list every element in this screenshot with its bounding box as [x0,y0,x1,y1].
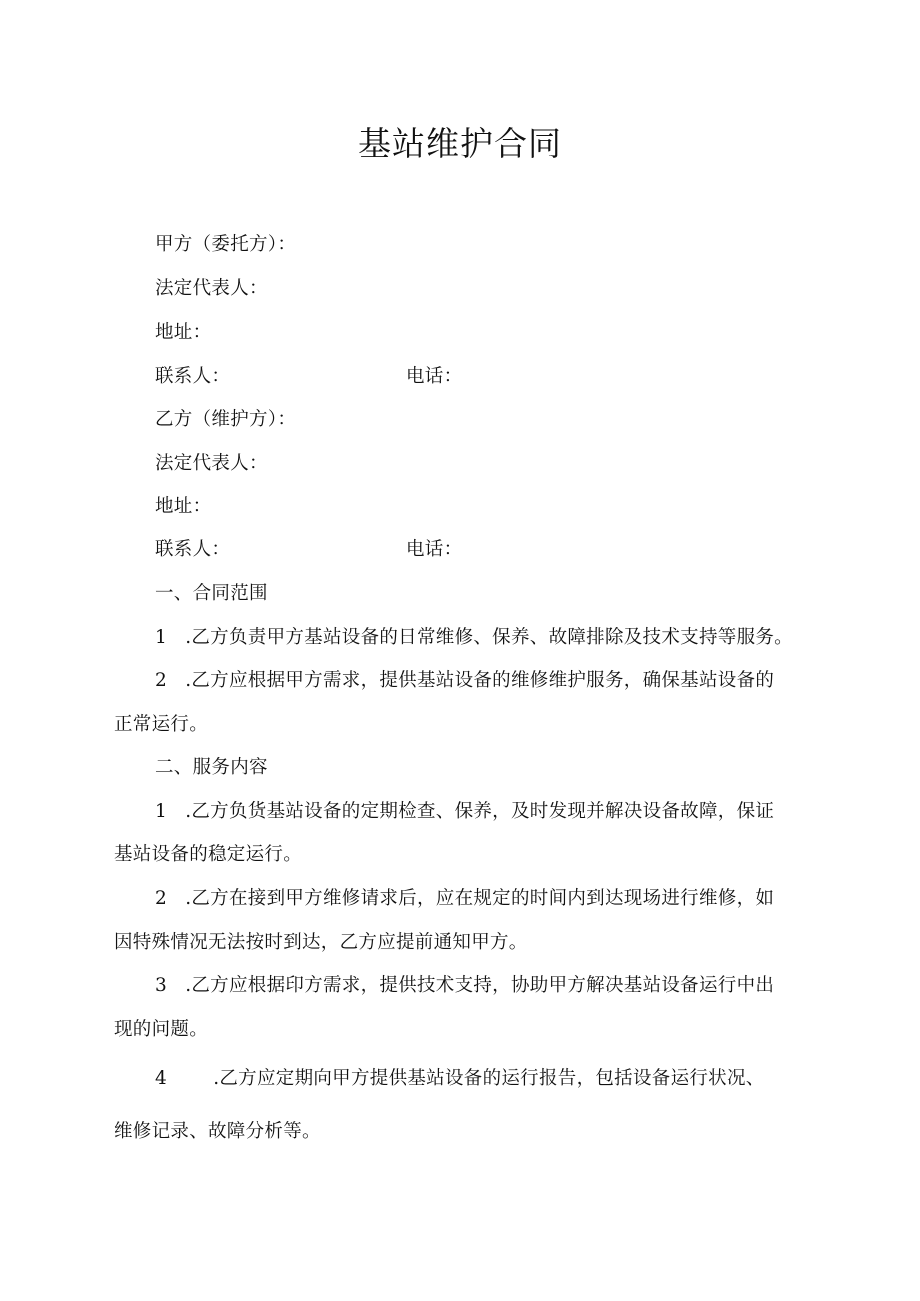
section-2-item-2 [155,884,774,910]
section-2-item-3-continuation: 现的问题。 [114,1019,209,1040]
section-1-item-1 [155,623,793,649]
item-number: 2 [155,888,168,909]
item-number: 1 [155,627,168,648]
party-a-phone-label: 电话： [406,366,463,387]
section-2-item-1-continuation: 基站设备的稳定运行。 [114,844,303,865]
party-a-address-label: 地址： [155,322,212,343]
item-number: 1 [155,801,168,822]
section-2-item-4 [155,1064,765,1090]
section-2-item-2-continuation: 因特殊情况无法按时到达，乙方应提前通知甲方。 [114,932,528,953]
party-a-contact-label: 联系人： [155,366,231,387]
item-number: 3 [155,975,168,996]
item-number: 4 [155,1068,168,1089]
party-a-rep-label: 法定代表人： [155,278,268,299]
party-b-rep-label: 法定代表人： [155,453,268,474]
party-b-heading: 乙方（维护方）： [155,409,297,430]
section-2-heading: 二、服务内容 [155,757,268,778]
item-text: .乙方应根据印方需求，提供技术支持，协助甲方解决基站设备运行中出 [185,975,775,996]
item-text: .乙方负责甲方基站设备的日常维修、保养、故障排除及技术支持等服务。 [185,627,793,648]
item-text: .乙方负货基站设备的定期检查、保养，及时发现并解决设备故障，保证 [185,801,775,822]
party-a-heading: 甲方（委托方）： [155,234,297,255]
section-1-heading: 一、合同范围 [155,583,268,604]
section-2-item-1 [155,797,774,823]
item-number: 2 [155,670,168,691]
item-text: .乙方应定期向甲方提供基站设备的运行报告，包括设备运行状况、 [213,1068,765,1089]
section-2-item-4-continuation: 维修记录、故障分析等。 [114,1121,321,1142]
section-1-item-2-continuation: 正常运行。 [114,714,209,735]
party-b-address-label: 地址： [155,496,212,517]
party-b-contact-label: 联系人： [155,539,231,560]
section-1-item-2 [155,666,774,692]
item-text: .乙方应根据甲方需求，提供基站设备的维修维护服务，确保基站设备的 [185,670,775,691]
document-title: 基站维护合同 [358,124,562,163]
party-b-phone-label: 电话： [406,539,463,560]
item-text: .乙方在接到甲方维修请求后，应在规定的时间内到达现场进行维修，如 [185,888,775,909]
section-2-item-3 [155,971,774,997]
